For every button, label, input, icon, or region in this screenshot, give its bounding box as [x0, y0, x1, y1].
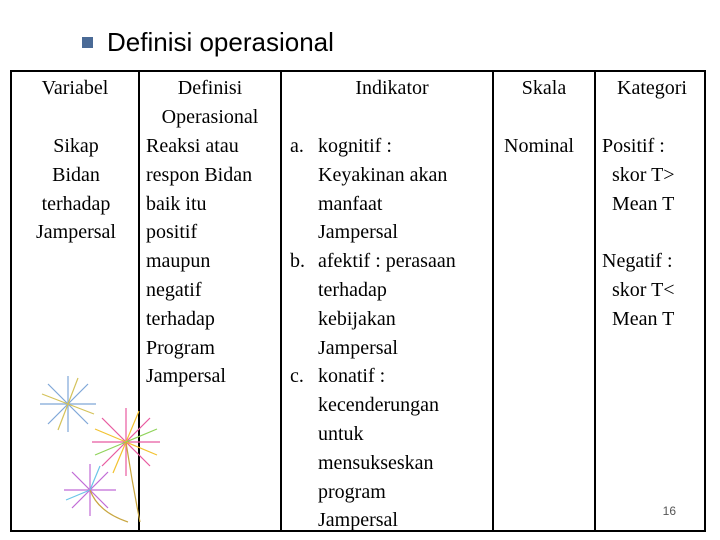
header-skala: Skala	[521, 77, 567, 99]
header-variabel: Variabel	[41, 77, 109, 99]
title-row	[82, 26, 334, 58]
indikator-markers: a. b. c.	[290, 135, 305, 388]
header-kategori: Kategori	[617, 77, 687, 99]
cell-skala: Nominal	[504, 135, 574, 157]
cell-kategori-positif: Positif : skor T> Mean T	[602, 135, 675, 215]
cell-kategori-negatif: Negatif : skor T< Mean T	[602, 250, 675, 330]
header-indikator: Indikator	[355, 77, 429, 99]
cell-indikator: kognitif : Keyakinan akan manfaat Jampersal afektif : perasaan terhadap kebijakan Jampersal konatif : kecenderungan untuk mensukseskan program Jampersal	[318, 135, 456, 532]
page-number: 16	[662, 504, 676, 518]
column-divider	[280, 72, 282, 530]
column-divider	[492, 72, 494, 530]
cell-definisi: Reaksi atau respon Bidan baik itu positif maupun negatif terhadap Program Jampersal	[146, 135, 253, 388]
cell-variabel: Sikap Bidan terhadap Jampersal	[36, 135, 116, 244]
column-divider	[594, 72, 596, 530]
header-definisi: Definisi Operasional	[161, 77, 259, 128]
square-bullet-icon	[82, 37, 93, 48]
fireworks-decoration	[28, 372, 178, 532]
slide-title: Definisi operasional	[107, 26, 334, 57]
